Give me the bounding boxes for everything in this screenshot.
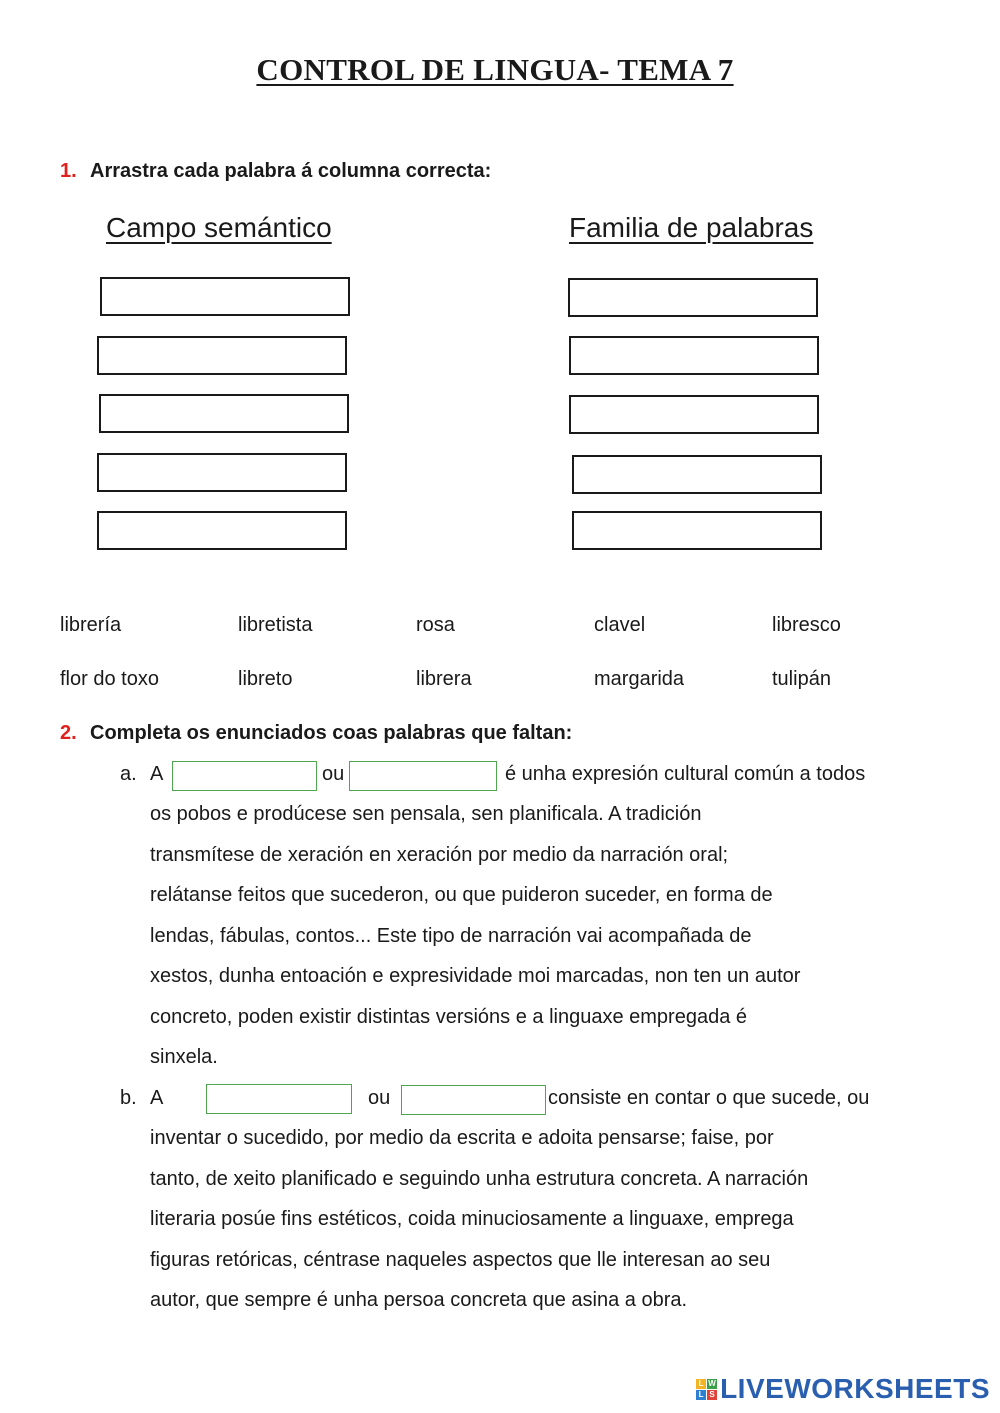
draggable-word[interactable]: flor do toxo xyxy=(60,668,159,690)
item-b-label: b. xyxy=(120,1087,137,1109)
drop-box-campo-3[interactable] xyxy=(99,394,349,433)
item-b-text-line: autor, que sempre é unha persoa concreta que asina a obra. xyxy=(150,1289,688,1311)
item-a-text-line: é unha expresión cultural común a todos xyxy=(505,763,866,785)
item-a-connector: ou xyxy=(322,763,345,785)
item-b-prefix: A xyxy=(150,1087,164,1109)
drop-box-campo-1[interactable] xyxy=(100,277,350,316)
draggable-word[interactable]: rosa xyxy=(416,614,455,636)
logo-brand-text: LIVEWORKSHEETS xyxy=(720,1373,990,1404)
item-a-text-line: os pobos e prodúcese sen pensala, sen planificala. A tradición xyxy=(150,803,702,825)
drop-box-familia-2[interactable] xyxy=(569,336,819,375)
draggable-word[interactable]: tulipán xyxy=(772,668,831,690)
drop-box-familia-3[interactable] xyxy=(569,395,819,434)
item-a-text-line: concreto, poden existir distintas versións e a linguaxe empregada é xyxy=(150,1006,748,1028)
item-b-text-line: inventar o sucedido, por medio da escrita e adoita pensarse; faise, por xyxy=(150,1127,774,1149)
item-a-text-line: relátanse feitos que sucederon, ou que puideron suceder, en forma de xyxy=(150,884,773,906)
draggable-word[interactable]: libretista xyxy=(238,614,313,636)
draggable-word[interactable]: libresco xyxy=(772,614,841,636)
item-a-text-line: sinxela. xyxy=(150,1046,218,1068)
answer-gap-a-2[interactable] xyxy=(349,761,497,791)
liveworksheets-logo xyxy=(696,1373,990,1405)
answer-gap-b-1[interactable] xyxy=(206,1084,352,1114)
answer-gap-b-2[interactable] xyxy=(401,1085,546,1115)
drop-box-campo-2[interactable] xyxy=(97,336,347,375)
question-2-prompt: Completa os enunciados coas palabras que faltan: xyxy=(90,722,573,744)
column-heading-campo-semantico: Campo semántico xyxy=(106,212,332,243)
item-a-text-line: transmítese de xeración en xeración por medio da narración oral; xyxy=(150,844,729,866)
item-b-connector: ou xyxy=(368,1087,391,1109)
page-title: CONTROL DE LINGUA- TEMA 7 xyxy=(256,52,734,87)
draggable-word[interactable]: clavel xyxy=(594,614,646,636)
item-b-text-line: consiste en contar o que sucede, ou xyxy=(548,1087,870,1109)
item-b-text-line: figuras retóricas, céntrase naqueles aspectos que lle interesan ao seu xyxy=(150,1249,771,1271)
draggable-word[interactable]: librera xyxy=(416,668,472,690)
drop-box-familia-1[interactable] xyxy=(568,278,818,317)
question-2-number: 2. xyxy=(60,722,77,744)
question-1-number: 1. xyxy=(60,160,77,182)
drop-box-familia-4[interactable] xyxy=(572,455,822,494)
column-heading-familia-de-palabras: Familia de palabras xyxy=(569,212,814,243)
drop-box-campo-4[interactable] xyxy=(97,453,347,492)
item-a-text-line: lendas, fábulas, contos... Este tipo de narración vai acompañada de xyxy=(150,925,752,947)
drop-box-campo-5[interactable] xyxy=(97,511,347,550)
logo-tile-icon: L W L S xyxy=(696,1379,717,1400)
item-a-label: a. xyxy=(120,763,137,785)
item-b-text-line: literaria posúe fins estéticos, coida minuciosamente a linguaxe, emprega xyxy=(150,1208,794,1230)
item-a-text-line: xestos, dunha entoación e expresividade moi marcadas, non ten un autor xyxy=(150,965,801,987)
draggable-word[interactable]: libreto xyxy=(238,668,293,690)
draggable-word[interactable]: margarida xyxy=(594,668,685,690)
item-b-text-line: tanto, de xeito planificado e seguindo unha estrutura concreta. A narración xyxy=(150,1168,809,1190)
question-1-prompt: Arrastra cada palabra á columna correcta: xyxy=(90,160,492,182)
item-a-prefix: A xyxy=(150,763,164,785)
drop-box-familia-5[interactable] xyxy=(572,511,822,550)
answer-gap-a-1[interactable] xyxy=(172,761,317,791)
draggable-word[interactable]: librería xyxy=(60,614,122,636)
